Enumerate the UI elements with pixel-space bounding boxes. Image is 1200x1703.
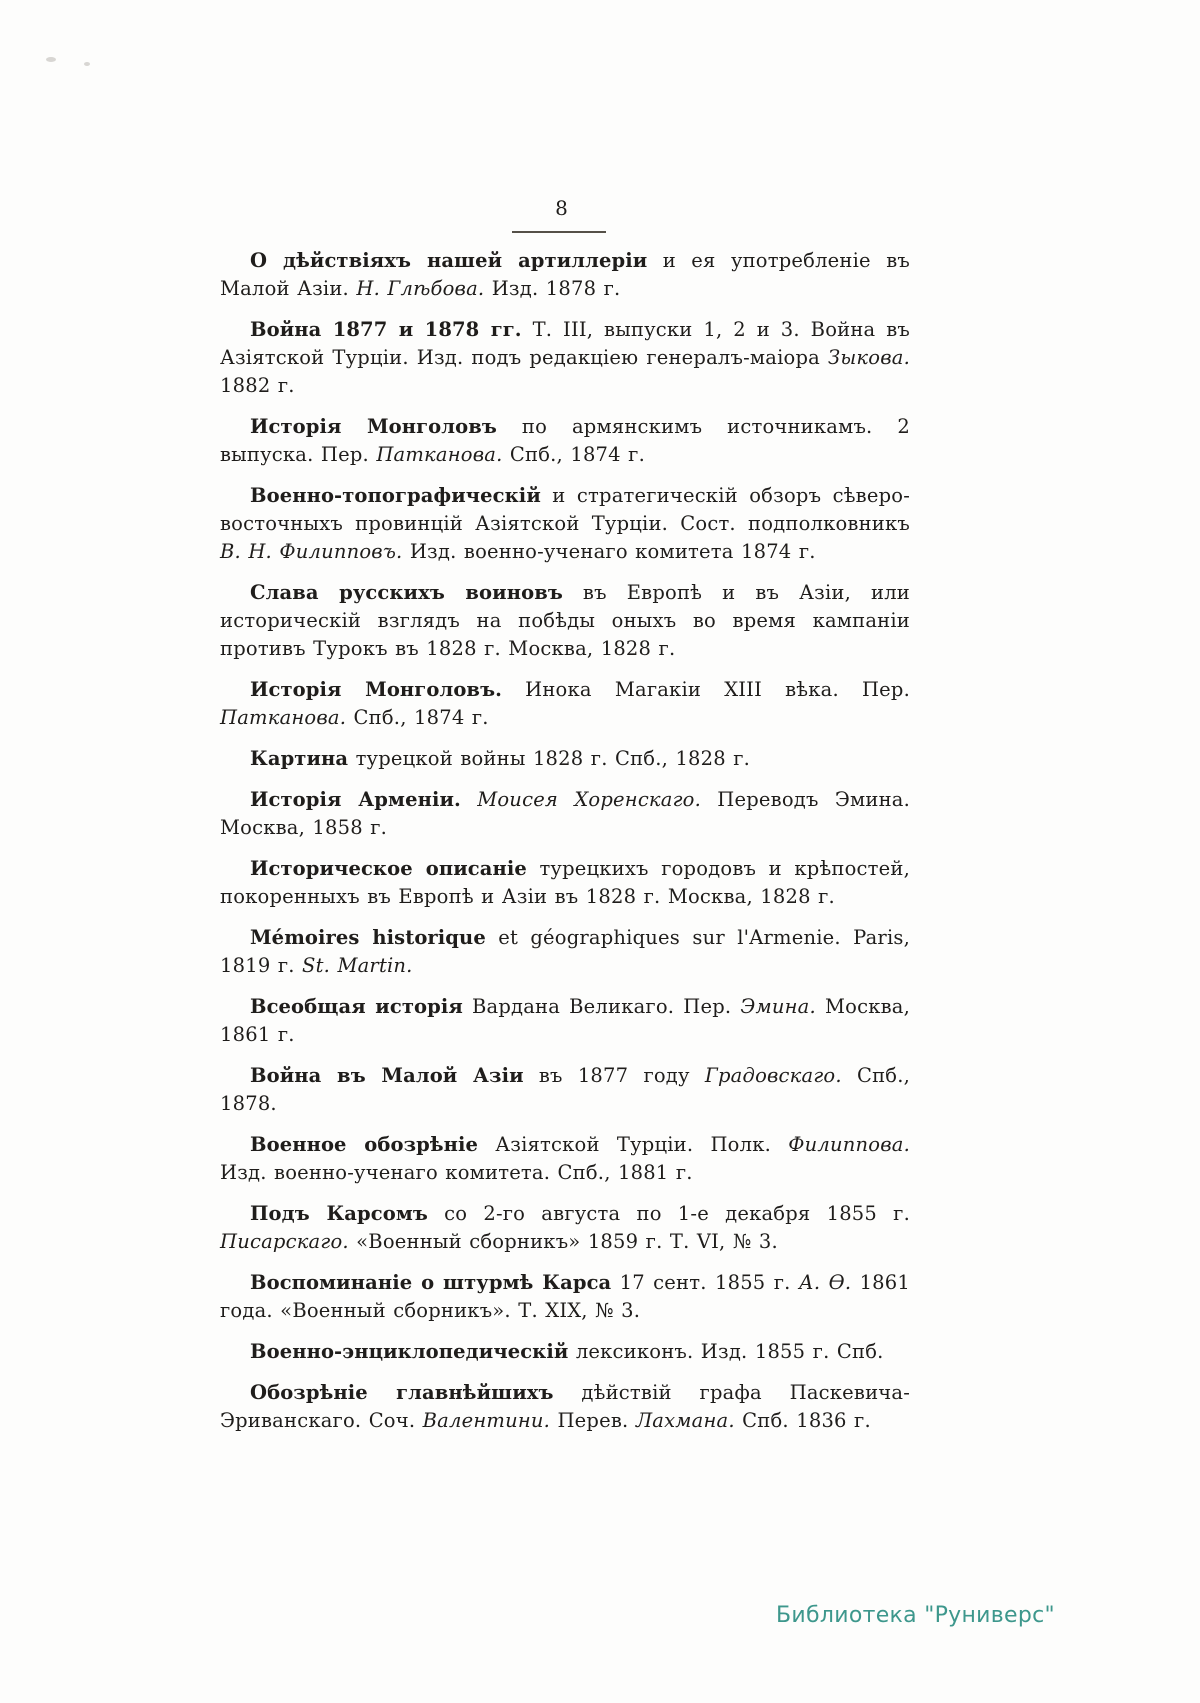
entry-segment-italic: Лахмана.: [635, 1409, 735, 1432]
entry-segment-regular: и ея употребленіе въ Малой Азіи.: [220, 249, 910, 300]
entry-segment-regular: 1882 г.: [220, 374, 295, 397]
entry-segment-bold: Исторія Монголовъ.: [250, 678, 503, 701]
entry-segment-bold: Всеобщая исторія: [250, 995, 463, 1018]
entry-segment-regular: Переводъ Эмина. Москва, 1858 г.: [220, 788, 910, 839]
entry-segment-bold: Военно-энциклопедическій: [250, 1340, 569, 1363]
entry-segment-italic: Валентини.: [422, 1409, 551, 1432]
entry-segment-regular: и стратегическій обзоръ сѣверо-восточныхъ провинцій Азіятской Турціи. Сост. подполковникъ: [220, 484, 910, 535]
bibliography-entry: [220, 676, 910, 732]
entry-segment-bold: Обозрѣніе главнѣйшихъ: [250, 1381, 554, 1404]
entry-segment-regular: турецкой войны 1828 г. Спб., 1828 г.: [348, 747, 751, 770]
entry-segment-regular: 1861 года. «Военный сборникъ». Т. XIX, № 3.: [220, 1271, 910, 1322]
entry-segment-regular: Вардана Великаго. Пер.: [462, 995, 741, 1018]
entry-segment-regular: лексиконъ. Изд. 1855 г. Спб.: [568, 1340, 884, 1363]
scan-speck: [84, 62, 90, 66]
entry-segment-bold: Картина: [250, 747, 349, 770]
entry-segment-bold: О дѣйствіяхъ нашей артиллеріи: [250, 249, 648, 272]
entry-segment-regular: по армянскимъ источникамъ. 2 выпуска. Пер.: [220, 415, 910, 466]
entry-segment-regular: Спб., 1878.: [220, 1064, 910, 1115]
entry-segment-regular: Перев.: [550, 1409, 636, 1432]
page-number-rule: [512, 231, 606, 233]
bibliography-entry: [220, 924, 910, 980]
entry-segment-italic: Патканова.: [376, 443, 503, 466]
entry-segment-regular: Спб. 1836 г.: [734, 1409, 871, 1432]
library-watermark: Библиотека "Руниверс": [776, 1603, 1055, 1628]
scan-speck: [46, 57, 56, 62]
entry-segment-italic: Эмина.: [740, 995, 816, 1018]
entry-segment-regular: Изд. военно-ученаго комитета 1874 г.: [402, 540, 816, 563]
entry-segment-regular: Азіятской Турціи. Полк.: [478, 1133, 789, 1156]
bibliography-entry: [220, 993, 910, 1049]
bibliography-entry: [220, 247, 910, 303]
entry-segment-italic: Н. Глѣбова.: [356, 277, 485, 300]
page-number: 8: [555, 196, 569, 220]
entry-segment-bold: Исторія Монголовъ: [250, 415, 497, 438]
entry-segment-bold: Военное обозрѣніе: [250, 1133, 479, 1156]
entry-segment-italic: В. Н. Филипповъ.: [220, 540, 403, 563]
entry-segment-regular: въ 1877 году: [523, 1064, 705, 1087]
entry-segment-bold: Историческое описаніе: [250, 857, 527, 880]
entry-segment-regular: Спб., 1874 г.: [346, 706, 489, 729]
entry-segment-regular: «Военный сборникъ» 1859 г. Т. VI, № 3.: [348, 1230, 778, 1253]
entry-segment-bold: Слава русскихъ воиновъ: [250, 581, 563, 604]
entry-segment-bold: Воспоминаніе о штурмѣ Карса: [250, 1271, 612, 1294]
bibliography-entry: [220, 413, 910, 469]
entry-segment-italic: St. Martin.: [302, 954, 413, 977]
bibliography-list: [220, 247, 910, 1448]
bibliography-entry: [220, 1200, 910, 1256]
entry-segment-bold: Война въ Малой Азіи: [250, 1064, 524, 1087]
entry-segment-bold: Mémoires historique: [250, 926, 486, 949]
entry-segment-regular: Москва, 1861 г.: [220, 995, 910, 1046]
entry-segment-italic: Градовскаго.: [704, 1064, 842, 1087]
entry-segment-italic: А. Ѳ.: [798, 1271, 852, 1294]
bibliography-entry: [220, 745, 910, 773]
entry-segment-regular: турецкихъ городовъ и крѣпостей, покоренныхъ въ Европѣ и Азіи въ 1828 г. Москва, 1828 г.: [220, 857, 910, 908]
entry-segment-bold: Исторія Арменіи.: [250, 788, 461, 811]
entry-segment-regular: Изд. военно-ученаго комитета. Спб., 1881 г.: [220, 1161, 693, 1184]
entry-segment-regular: 17 сент. 1855 г.: [611, 1271, 799, 1294]
entry-segment-regular: [461, 788, 477, 811]
entry-segment-italic: Писарскаго.: [220, 1230, 349, 1253]
bibliography-entry: [220, 482, 910, 566]
bibliography-entry: [220, 1379, 910, 1435]
bibliography-entry: [220, 1269, 910, 1325]
bibliography-entry: [220, 1062, 910, 1118]
bibliography-entry: [220, 316, 910, 400]
entry-segment-bold: Военно-топографическій: [250, 484, 541, 507]
bibliography-entry: [220, 855, 910, 911]
bibliography-entry: [220, 579, 910, 663]
entry-segment-regular: со 2-го августа по 1-е декабря 1855 г.: [427, 1202, 911, 1225]
entry-segment-regular: Т. III, выпуски 1, 2 и 3. Война въ Азіятской Турціи. Изд. подъ редакціею генералъ-маіора: [220, 318, 911, 369]
entry-segment-regular: Инока Магакіи XIII вѣка. Пер.: [502, 678, 911, 701]
entry-segment-regular: Изд. 1878 г.: [484, 277, 621, 300]
entry-segment-bold: Война 1877 и 1878 гг.: [250, 318, 522, 341]
entry-segment-regular: въ Европѣ и въ Азіи, или историческій взглядъ на побѣды оныхъ во время кампаніи противъ Турокъ въ 1828 г. Москва, 1828 г.: [220, 581, 910, 660]
bibliography-entry: [220, 1131, 910, 1187]
entry-segment-regular: et géographiques sur l'Armenie. Paris, 1819 г.: [220, 926, 910, 977]
entry-segment-italic: Филиппова.: [788, 1133, 910, 1156]
entry-segment-regular: дѣйствій графа Паскевича-Эриванскаго. Соч.: [220, 1381, 910, 1432]
entry-segment-italic: Моисея Хоренскаго.: [477, 788, 702, 811]
entry-segment-regular: Спб., 1874 г.: [502, 443, 645, 466]
bibliography-entry: [220, 1338, 910, 1366]
entry-segment-bold: Подъ Карсомъ: [250, 1202, 428, 1225]
bibliography-entry: [220, 786, 910, 842]
entry-segment-italic: Патканова.: [220, 706, 347, 729]
entry-segment-italic: Зыкова.: [828, 346, 910, 369]
